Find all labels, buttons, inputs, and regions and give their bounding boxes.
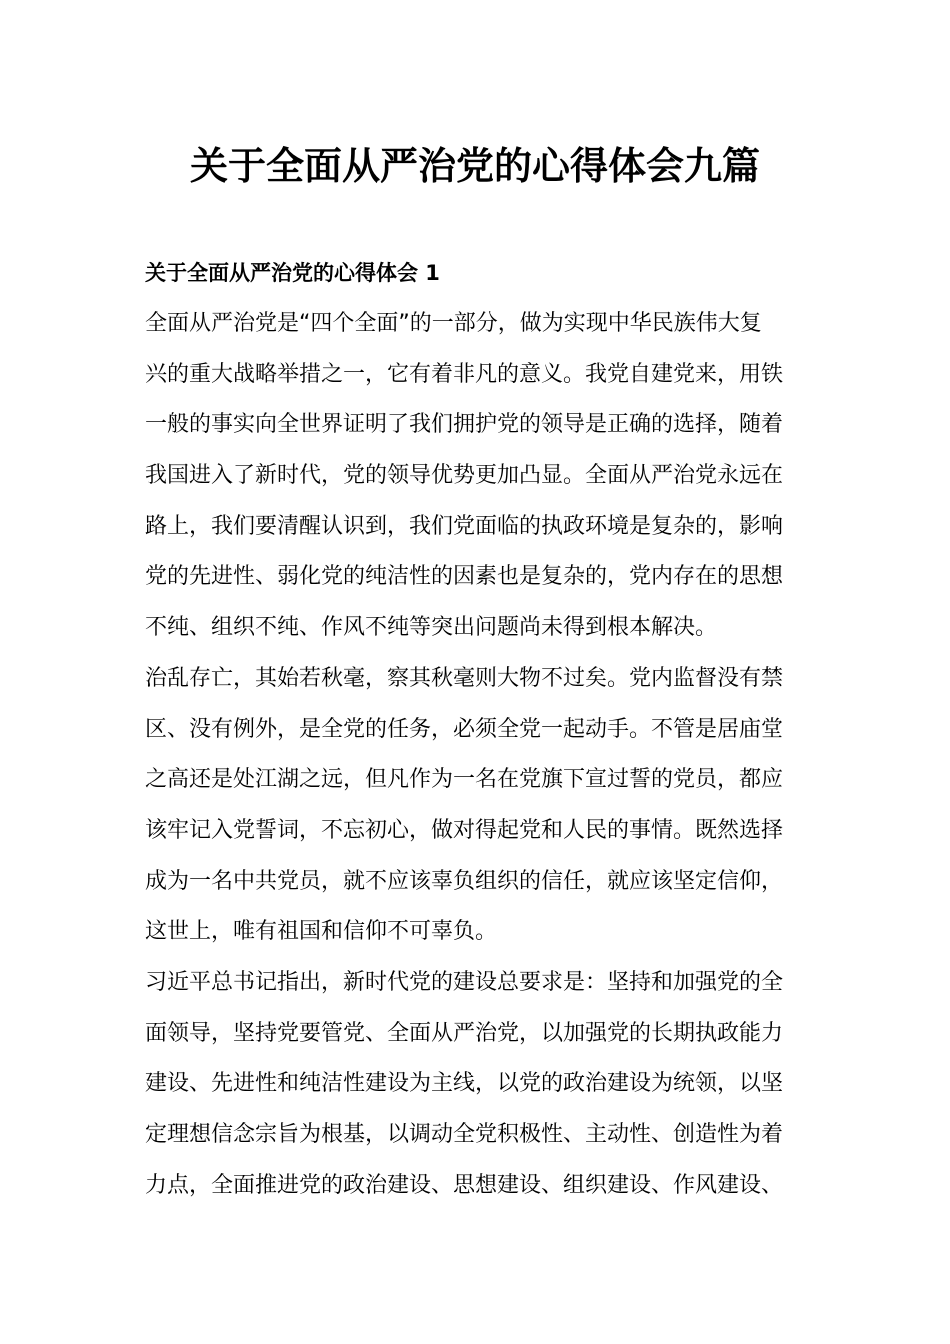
text-line: 这世上，唯有祖国和信仰不可辜负。	[145, 919, 498, 945]
text-line: 我国进入了新时代，党的领导优势更加凸显。全面从严治党永远在	[145, 463, 784, 489]
text-line: 全面从严治党是“四个全面”的一部分，做为实现中华民族伟大复	[145, 311, 762, 336]
text-line: 兴的重大战略举措之一，它有着非凡的意义。我党自建党来，用铁	[145, 361, 784, 387]
text-line: 力点，全面推进党的政治建设、思想建设、组织建设、作风建设、	[145, 1172, 784, 1198]
text-line: 治乱存亡，其始若秋毫，察其秋毫则大物不过矣。党内监督没有禁	[145, 665, 784, 691]
text-line: 路上，我们要清醒认识到，我们党面临的执政环境是复杂的，影响	[145, 513, 784, 539]
text-line: 习近平总书记指出，新时代党的建设总要求是：坚持和加强党的全	[145, 969, 784, 995]
section-heading: 关于全面从严治党的心得体会 1	[145, 261, 440, 285]
document-title: 关于全面从严治党的心得体会九篇	[189, 144, 760, 188]
text-line: 之高还是处江湖之远，但凡作为一名在党旗下宣过誓的党员，都应	[145, 767, 784, 793]
text-line: 面领导，坚持党要管党、全面从严治党，以加强党的长期执政能力	[145, 1020, 784, 1046]
text-line: 定理想信念宗旨为根基，以调动全党积极性、主动性、创造性为着	[145, 1122, 784, 1147]
text-line: 成为一名中共党员，就不应该辜负组织的信任，就应该坚定信仰，	[145, 868, 784, 894]
text-line: 该牢记入党誓词，不忘初心，做对得起党和人民的事情。既然选择	[145, 817, 784, 843]
text-line: 一般的事实向全世界证明了我们拥护党的领导是正确的选择，随着	[145, 412, 784, 438]
body-text	[145, 306, 805, 1218]
text-line: 建设、先进性和纯洁性建设为主线，以党的政治建设为统领，以坚	[145, 1071, 784, 1097]
text-line: 不纯、组织不纯、作风不纯等突出问题尚未得到根本解决。	[145, 615, 718, 641]
text-line: 党的先进性、弱化党的纯洁性的因素也是复杂的，党内存在的思想	[145, 564, 784, 590]
text-line: 区、没有例外，是全党的任务，必须全党一起动手。不管是居庙堂	[145, 716, 784, 742]
